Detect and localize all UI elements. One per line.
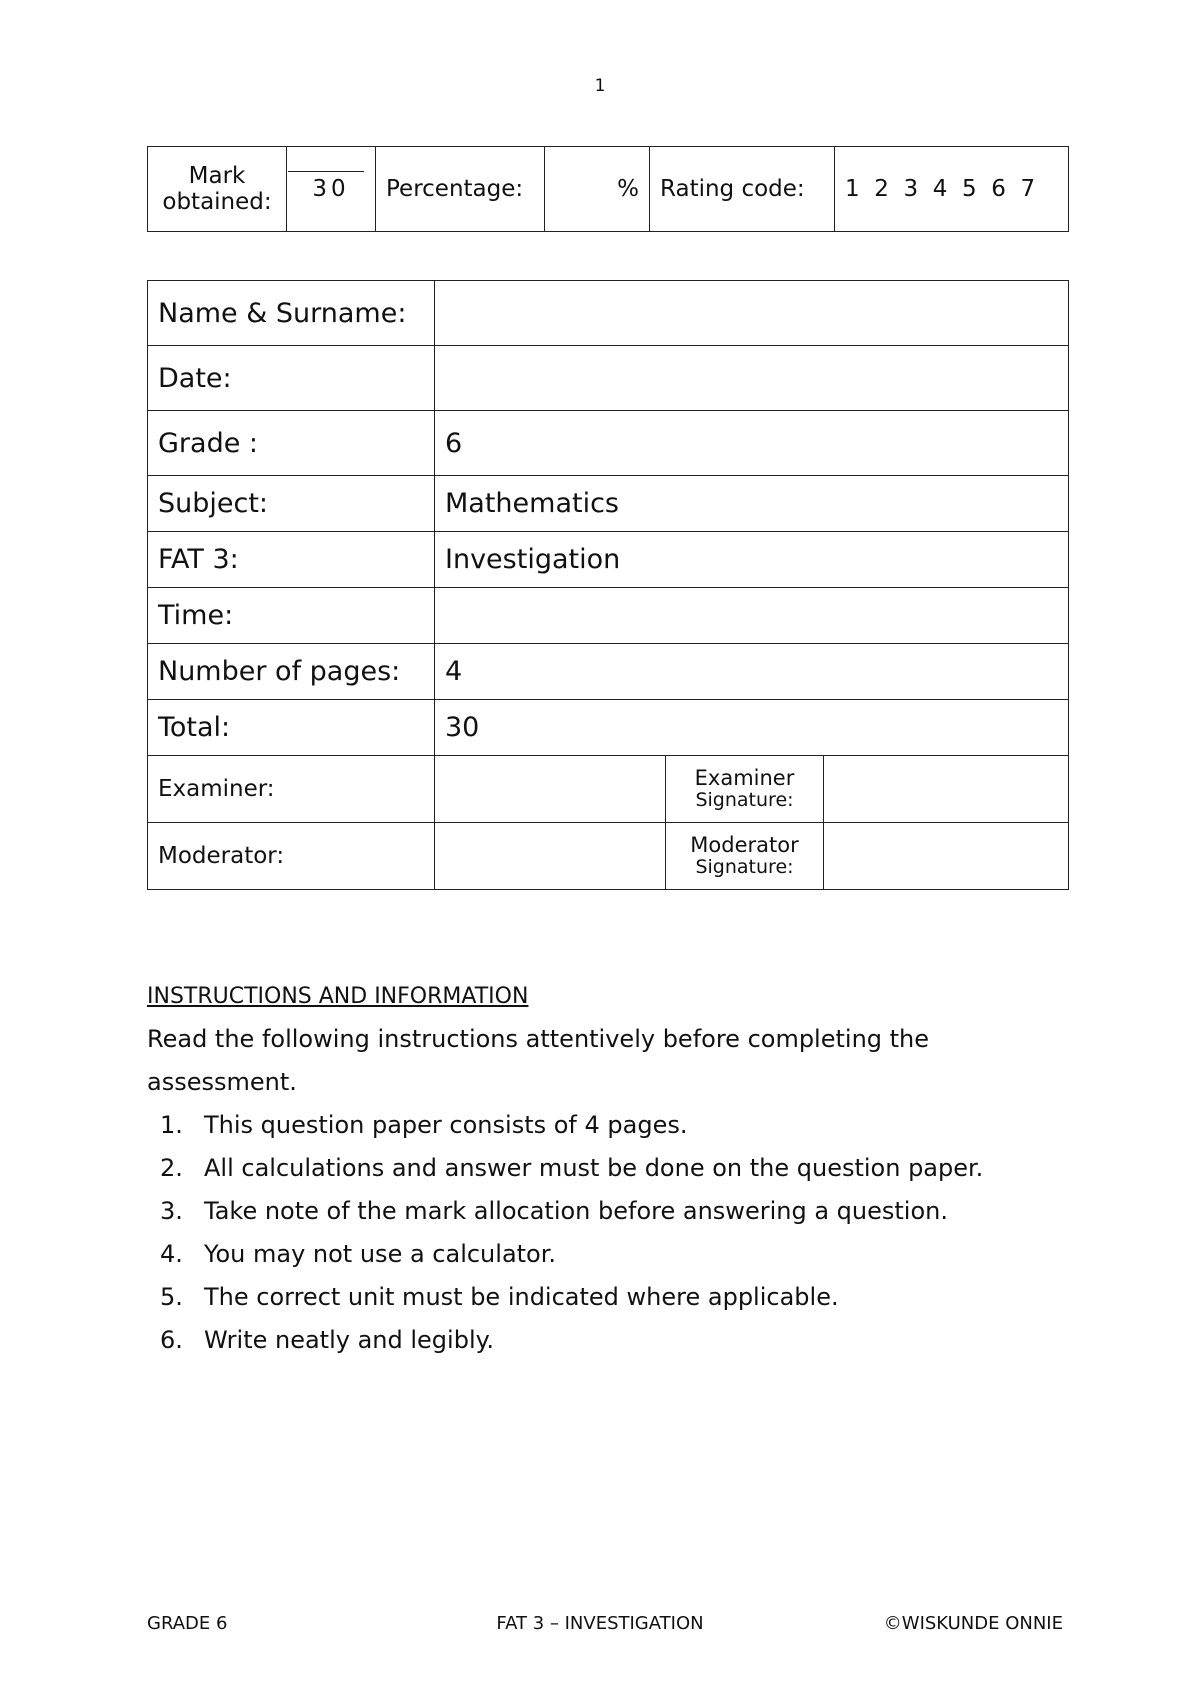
- page-number: 1: [594, 76, 606, 96]
- examiner-signature-field[interactable]: [824, 756, 1069, 823]
- list-item-text: All calculations and answer must be done on the question paper.: [204, 1154, 984, 1182]
- number-of-pages-label: Number of pages:: [148, 644, 435, 700]
- subject-value: Mathematics: [435, 476, 1069, 532]
- percentage-symbol: %: [545, 147, 650, 232]
- list-item: [147, 1147, 1067, 1190]
- list-item-text: The correct unit must be indicated where applicable.: [204, 1283, 839, 1311]
- grade-label: Grade :: [148, 411, 435, 476]
- table-row: [148, 644, 1069, 700]
- instructions-intro: Read the following instructions attentively before completing the assessment.: [147, 1025, 930, 1096]
- examiner-field[interactable]: [435, 756, 666, 823]
- moderator-signature-field[interactable]: [824, 823, 1069, 890]
- grade-value: 6: [435, 411, 1069, 476]
- mark-total: 30: [312, 176, 350, 202]
- fraction-bar: [288, 171, 364, 172]
- list-item-text: This question paper consists of 4 pages.: [204, 1111, 688, 1139]
- list-item: [147, 1319, 1067, 1362]
- table-row: [148, 700, 1069, 756]
- table-row: [148, 281, 1069, 346]
- name-surname-label: Name & Surname:: [148, 281, 435, 346]
- list-item-number: 6.: [160, 1326, 183, 1354]
- list-item-number: 5.: [160, 1283, 183, 1311]
- date-label: Date:: [148, 346, 435, 411]
- list-item-number: 4.: [160, 1240, 183, 1268]
- marks-table: [147, 146, 1069, 232]
- moderator-field[interactable]: [435, 823, 666, 890]
- list-item: [147, 1233, 1067, 1276]
- learner-details-table: [147, 280, 1069, 890]
- list-item-text: You may not use a calculator.: [204, 1240, 557, 1268]
- table-row: [148, 532, 1069, 588]
- total-label: Total:: [148, 700, 435, 756]
- table-row: [148, 588, 1069, 644]
- table-row: [148, 346, 1069, 411]
- footer-title: FAT 3 – INVESTIGATION: [496, 1613, 704, 1634]
- list-item-number: 1.: [160, 1111, 183, 1139]
- list-item-number: 3.: [160, 1197, 183, 1225]
- table-row: [148, 476, 1069, 532]
- fat-label: FAT 3:: [148, 532, 435, 588]
- number-of-pages-value: 4: [435, 644, 1069, 700]
- list-item: [147, 1190, 1067, 1233]
- list-item: [147, 1276, 1067, 1319]
- instructions-list: [147, 1104, 1067, 1362]
- fat-value: Investigation: [435, 532, 1069, 588]
- total-value: 30: [435, 700, 1069, 756]
- examiner-label: Examiner:: [148, 756, 435, 823]
- date-field[interactable]: [435, 346, 1069, 411]
- rating-code-values: 1 2 3 4 5 6 7: [835, 147, 1069, 232]
- mark-obtained-label: Mark obtained:: [148, 147, 287, 232]
- list-item: [147, 1104, 1067, 1147]
- list-item-text: Take note of the mark allocation before answering a question.: [204, 1197, 948, 1225]
- table-row: [148, 823, 1069, 890]
- examiner-signature-sub: Signature:: [695, 789, 794, 812]
- subject-label: Subject:: [148, 476, 435, 532]
- moderator-signature-sub: Signature:: [695, 856, 794, 879]
- name-surname-field[interactable]: [435, 281, 1069, 346]
- rating-code-label: Rating code:: [650, 147, 835, 232]
- percentage-label: Percentage:: [376, 147, 545, 232]
- time-field[interactable]: [435, 588, 1069, 644]
- list-item-text: Write neatly and legibly.: [204, 1326, 495, 1354]
- footer-grade: GRADE 6: [147, 1613, 228, 1634]
- mark-total-cell: [287, 147, 376, 232]
- instructions-section: [147, 975, 1067, 1362]
- moderator-label: Moderator:: [148, 823, 435, 890]
- table-row: [148, 756, 1069, 823]
- time-label: Time:: [148, 588, 435, 644]
- table-row: [148, 411, 1069, 476]
- footer-copyright: ©WISKUNDE ONNIE: [883, 1613, 1063, 1634]
- instructions-heading: INSTRUCTIONS AND INFORMATION: [147, 984, 529, 1009]
- moderator-signature-label: [666, 823, 824, 890]
- moderator-signature-title: Moderator: [690, 833, 799, 857]
- list-item-number: 2.: [160, 1154, 183, 1182]
- examiner-signature-title: Examiner: [694, 766, 795, 790]
- examiner-signature-label: [666, 756, 824, 823]
